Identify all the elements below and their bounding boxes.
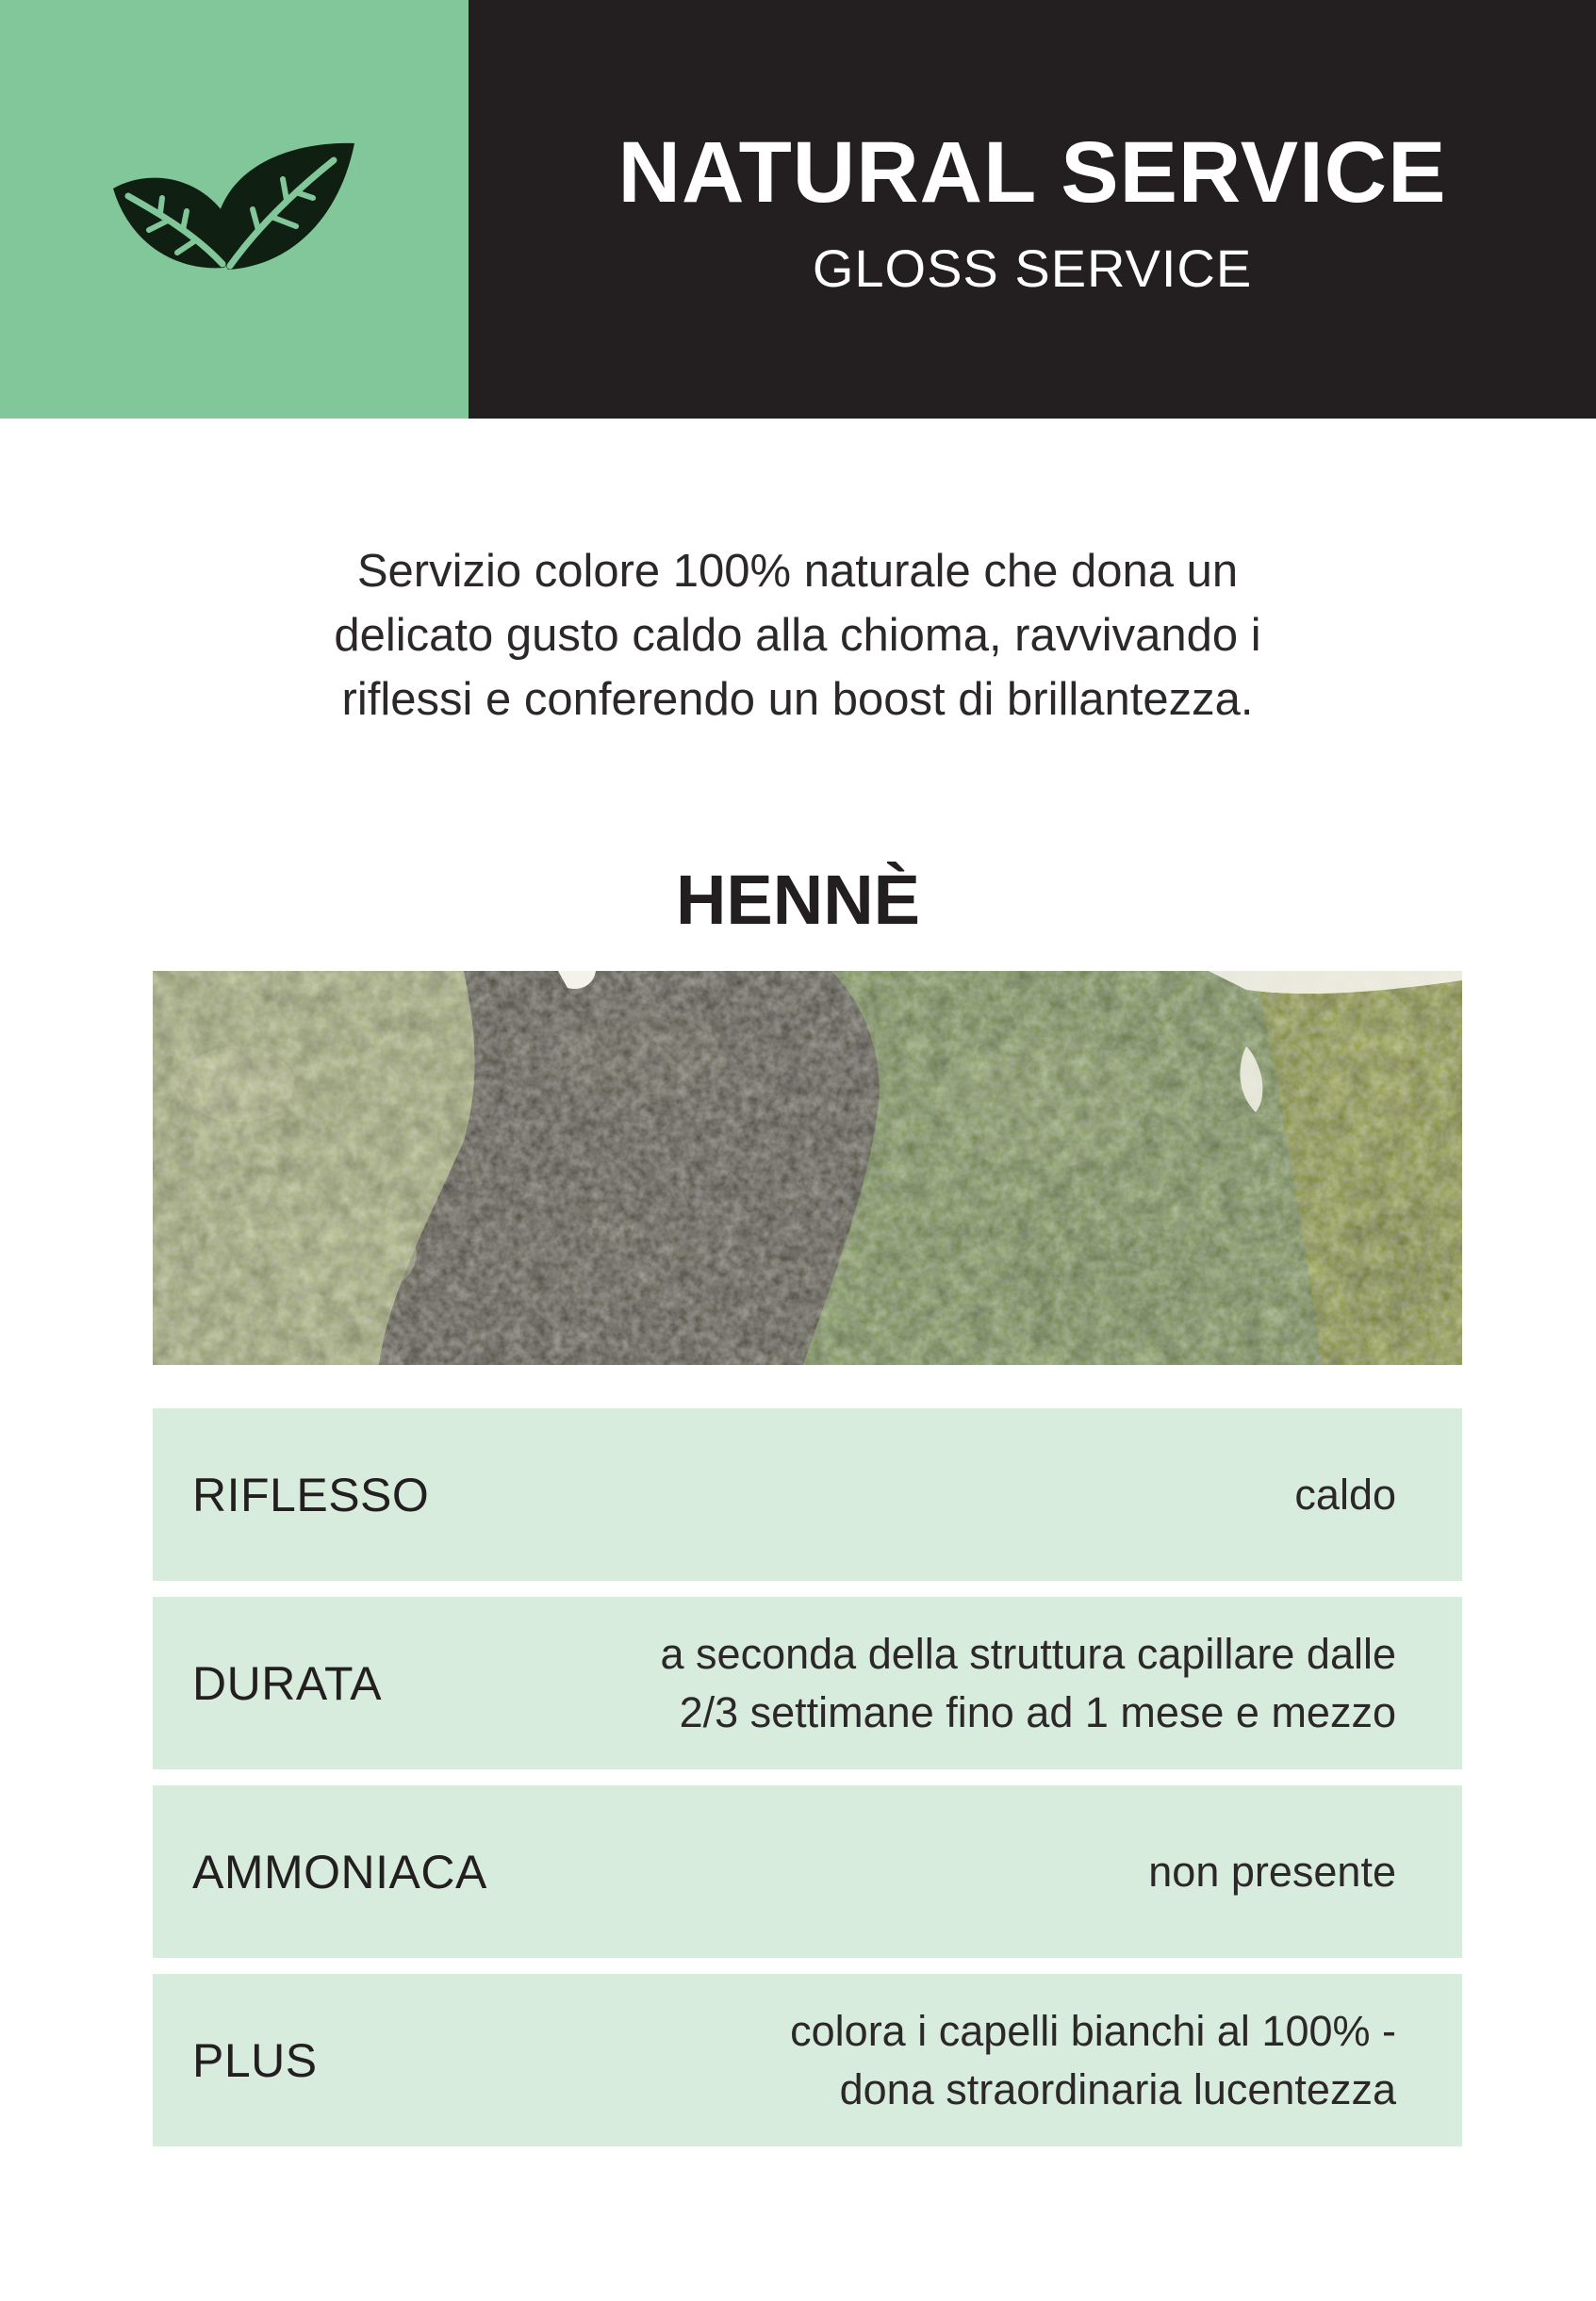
info-row-riflesso <box>153 1408 1462 1581</box>
info-table <box>153 1408 1462 2162</box>
logo-block <box>0 0 469 419</box>
row-value <box>661 1625 1396 1742</box>
row-label: DURATA <box>192 1656 383 1710</box>
row-value-line: caldo <box>1294 1470 1396 1519</box>
row-value <box>790 2002 1396 2119</box>
row-label: AMMONIACA <box>192 1845 487 1898</box>
page-subtitle: GLOSS SERVICE <box>812 238 1253 298</box>
info-row-plus <box>153 1974 1462 2146</box>
row-value-line: non presente <box>1148 1847 1396 1896</box>
row-label: RIFLESSO <box>192 1468 430 1521</box>
info-row-durata <box>153 1597 1462 1769</box>
row-value <box>1148 1843 1396 1901</box>
row-value-line: 2/3 settimane fino ad 1 mese e mezzo <box>679 1687 1396 1736</box>
header <box>0 0 1596 419</box>
row-label: PLUS <box>192 2033 318 2087</box>
intro-line: Servizio colore 100% naturale che dona un <box>356 546 1239 597</box>
row-value-line: dona straordinaria lucentezza <box>839 2064 1396 2113</box>
title-block <box>469 0 1596 419</box>
leaves-icon <box>111 140 356 271</box>
page-title: NATURAL SERVICE <box>617 124 1447 221</box>
intro-line: delicato gusto caldo alla chioma, ravvivando i <box>334 610 1261 661</box>
section-title: HENNÈ <box>675 861 921 939</box>
henna-powder-image <box>153 971 1462 1365</box>
row-value-line: a seconda della struttura capillare dalle <box>660 1629 1396 1678</box>
row-value <box>1294 1466 1396 1524</box>
intro-line: riflessi e conferendo un boost di brillantezza. <box>341 674 1254 725</box>
row-value-line: colora i capelli bianchi al 100% - <box>790 2006 1396 2055</box>
intro-text <box>232 539 1363 731</box>
info-row-ammoniaca <box>153 1785 1462 1958</box>
